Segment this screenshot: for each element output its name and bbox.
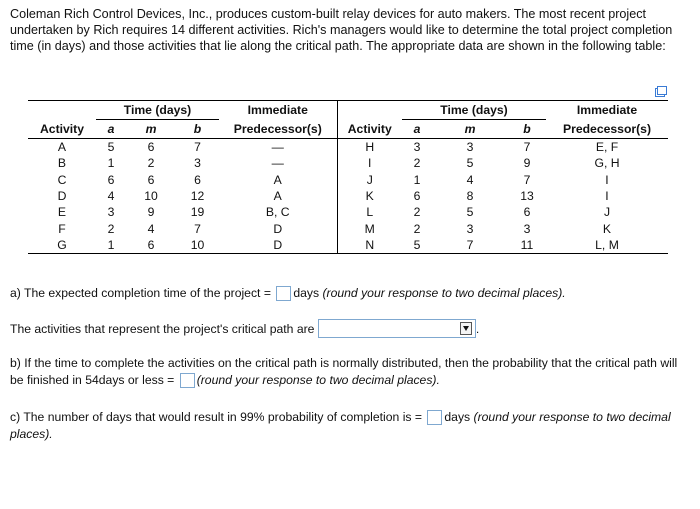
- cell-act-left: E: [57, 205, 67, 220]
- col-predecessor-right: Predecessor(s): [546, 120, 668, 139]
- cell-b-right: 3: [523, 221, 531, 236]
- col-m-right: m: [432, 120, 508, 139]
- cell-a-left: 6: [107, 172, 115, 187]
- cell-a-left: 1: [107, 156, 115, 171]
- question-c-text: c) The number of days that would result in 99% probability of completion is =: [10, 410, 426, 424]
- question-a-hint: (round your response to two decimal places).: [322, 286, 566, 300]
- col-a-right: a: [402, 120, 432, 139]
- question-b-hint: (round your response to two decimal places).: [196, 373, 440, 387]
- completion-time-input[interactable]: [276, 286, 291, 301]
- cell-b-right: 7: [523, 140, 531, 155]
- immediate-header-right: Immediate: [546, 101, 668, 120]
- question-critical-path: [10, 319, 479, 338]
- cell-b-left: 19: [190, 205, 205, 220]
- cell-m-right: 5: [466, 205, 474, 220]
- cell-b-left: 12: [190, 189, 205, 204]
- cell-b-left: 3: [194, 156, 201, 171]
- cell-act-left: F: [58, 221, 66, 236]
- cell-b-left: 6: [194, 172, 201, 187]
- table-row: [28, 220, 668, 236]
- cell-pred-left: —: [219, 155, 337, 171]
- critical-path-period: .: [475, 322, 480, 336]
- col-b-left: b: [176, 120, 219, 139]
- cell-pred-left: A: [219, 188, 337, 204]
- activity-table-container: [28, 100, 668, 254]
- table-row: [28, 172, 668, 188]
- cell-m-right: 3: [466, 221, 474, 236]
- cell-b-right: 11: [508, 237, 546, 254]
- immediate-header-left: Immediate: [219, 101, 337, 120]
- question-a-text: a) The expected completion time of the project =: [10, 286, 275, 300]
- cell-m-right: 4: [466, 172, 474, 187]
- cell-a-left: 2: [107, 221, 115, 236]
- cell-act-right: L: [366, 205, 374, 220]
- cell-act-left: B: [57, 156, 67, 171]
- critical-path-text: The activities that represent the project's critical path are: [10, 322, 318, 336]
- cell-act-left: G: [28, 237, 96, 254]
- cell-m-left: 6: [126, 237, 176, 254]
- cell-m-left: 2: [147, 156, 155, 171]
- cell-m-left: 10: [144, 189, 158, 204]
- cell-b-right: 9: [523, 156, 531, 171]
- cell-a-right: 5: [402, 237, 432, 254]
- cell-pred-right: K: [602, 221, 612, 236]
- cell-pred-right: E, F: [595, 140, 619, 155]
- cell-pred-left: A: [219, 172, 337, 188]
- cell-act-right: N: [337, 237, 402, 254]
- cell-a-right: 3: [413, 140, 421, 155]
- question-c: [10, 409, 680, 443]
- cell-b-left: 7: [194, 140, 201, 155]
- cell-pred-left: D: [219, 220, 337, 236]
- cell-m-left: 4: [147, 221, 155, 236]
- cell-a-left: 3: [107, 205, 115, 220]
- cell-m-left: 6: [147, 172, 155, 187]
- time-days-header-right: Time (days): [402, 101, 546, 120]
- cell-pred-right: I: [605, 172, 609, 187]
- cell-act-left: C: [57, 172, 67, 187]
- table-row: [28, 155, 668, 171]
- cell-pred-left: D: [219, 237, 337, 254]
- cell-act-left: A: [57, 140, 67, 155]
- days-99-input[interactable]: [427, 410, 442, 425]
- cell-a-right: 2: [413, 205, 421, 220]
- cell-pred-right: G, H: [594, 156, 620, 171]
- table-row: [28, 139, 668, 156]
- cell-pred-left: B, C: [219, 204, 337, 220]
- time-days-header-left: Time (days): [96, 101, 219, 120]
- cell-pred-right: I: [605, 189, 609, 204]
- activity-table: [28, 100, 668, 254]
- probability-input[interactable]: [180, 373, 195, 388]
- table-row: [28, 237, 668, 254]
- cell-m-right: 7: [432, 237, 508, 254]
- problem-intro: Coleman Rich Control Devices, Inc., produces custom-built relay devices for auto makers. The most recent project undertaken by Rich requires 14 different activities. Rich's managers would like to determine the total project completion time (in days) and those activities that lie along the critical path. The appropriate data are shown in the following table:: [10, 7, 673, 53]
- cell-b-right: 6: [523, 205, 531, 220]
- cell-m-right: 8: [466, 189, 474, 204]
- cell-act-left: D: [57, 189, 67, 204]
- dropdown-arrow-icon[interactable]: [460, 322, 472, 335]
- col-m-left: m: [126, 120, 176, 139]
- cell-pred-right: J: [603, 205, 611, 220]
- cell-act-right: H: [365, 140, 375, 155]
- cell-a-left: 5: [107, 140, 115, 155]
- cell-act-right: M: [364, 221, 375, 236]
- cell-m-right: 5: [466, 156, 474, 171]
- cell-a-right: 2: [413, 156, 421, 171]
- cell-b-left: 10: [176, 237, 219, 254]
- question-b-text: b) If the time to complete the activities on the critical path is normally distributed, then the probability that the critical path will be finished in 54days or less =: [10, 356, 678, 387]
- cell-b-right: 13: [520, 189, 534, 204]
- cell-a-right: 2: [413, 221, 421, 236]
- cell-m-right: 3: [466, 140, 474, 155]
- cell-b-right: 7: [523, 172, 531, 187]
- table-copy-icon[interactable]: [655, 86, 667, 97]
- cell-a-left: 4: [107, 189, 115, 204]
- cell-b-left: 7: [194, 221, 201, 236]
- table-row: [28, 188, 668, 204]
- critical-path-dropdown[interactable]: [318, 319, 476, 338]
- col-predecessor-left: Predecessor(s): [219, 120, 337, 139]
- cell-act-right: I: [368, 156, 372, 171]
- col-activity-right: Activity: [337, 120, 402, 139]
- table-row: [28, 204, 668, 220]
- cell-pred-right: L, M: [546, 237, 668, 254]
- question-c-hint: (round your response to two decimal places).: [10, 410, 671, 441]
- cell-act-right: K: [365, 189, 374, 204]
- question-c-unit: days: [444, 410, 474, 424]
- cell-m-left: 6: [147, 140, 155, 155]
- col-a-left: a: [96, 120, 126, 139]
- question-a-unit: days: [293, 286, 323, 300]
- cell-a-right: 6: [413, 189, 421, 204]
- question-b: [10, 355, 680, 389]
- cell-a-right: 1: [413, 172, 421, 187]
- cell-act-right: J: [366, 172, 373, 187]
- cell-pred-left: —: [219, 139, 337, 156]
- cell-m-left: 9: [147, 205, 155, 220]
- question-a: [10, 285, 566, 302]
- col-activity-left: Activity: [28, 120, 96, 139]
- cell-a-left: 1: [96, 237, 126, 254]
- col-b-right: b: [508, 120, 546, 139]
